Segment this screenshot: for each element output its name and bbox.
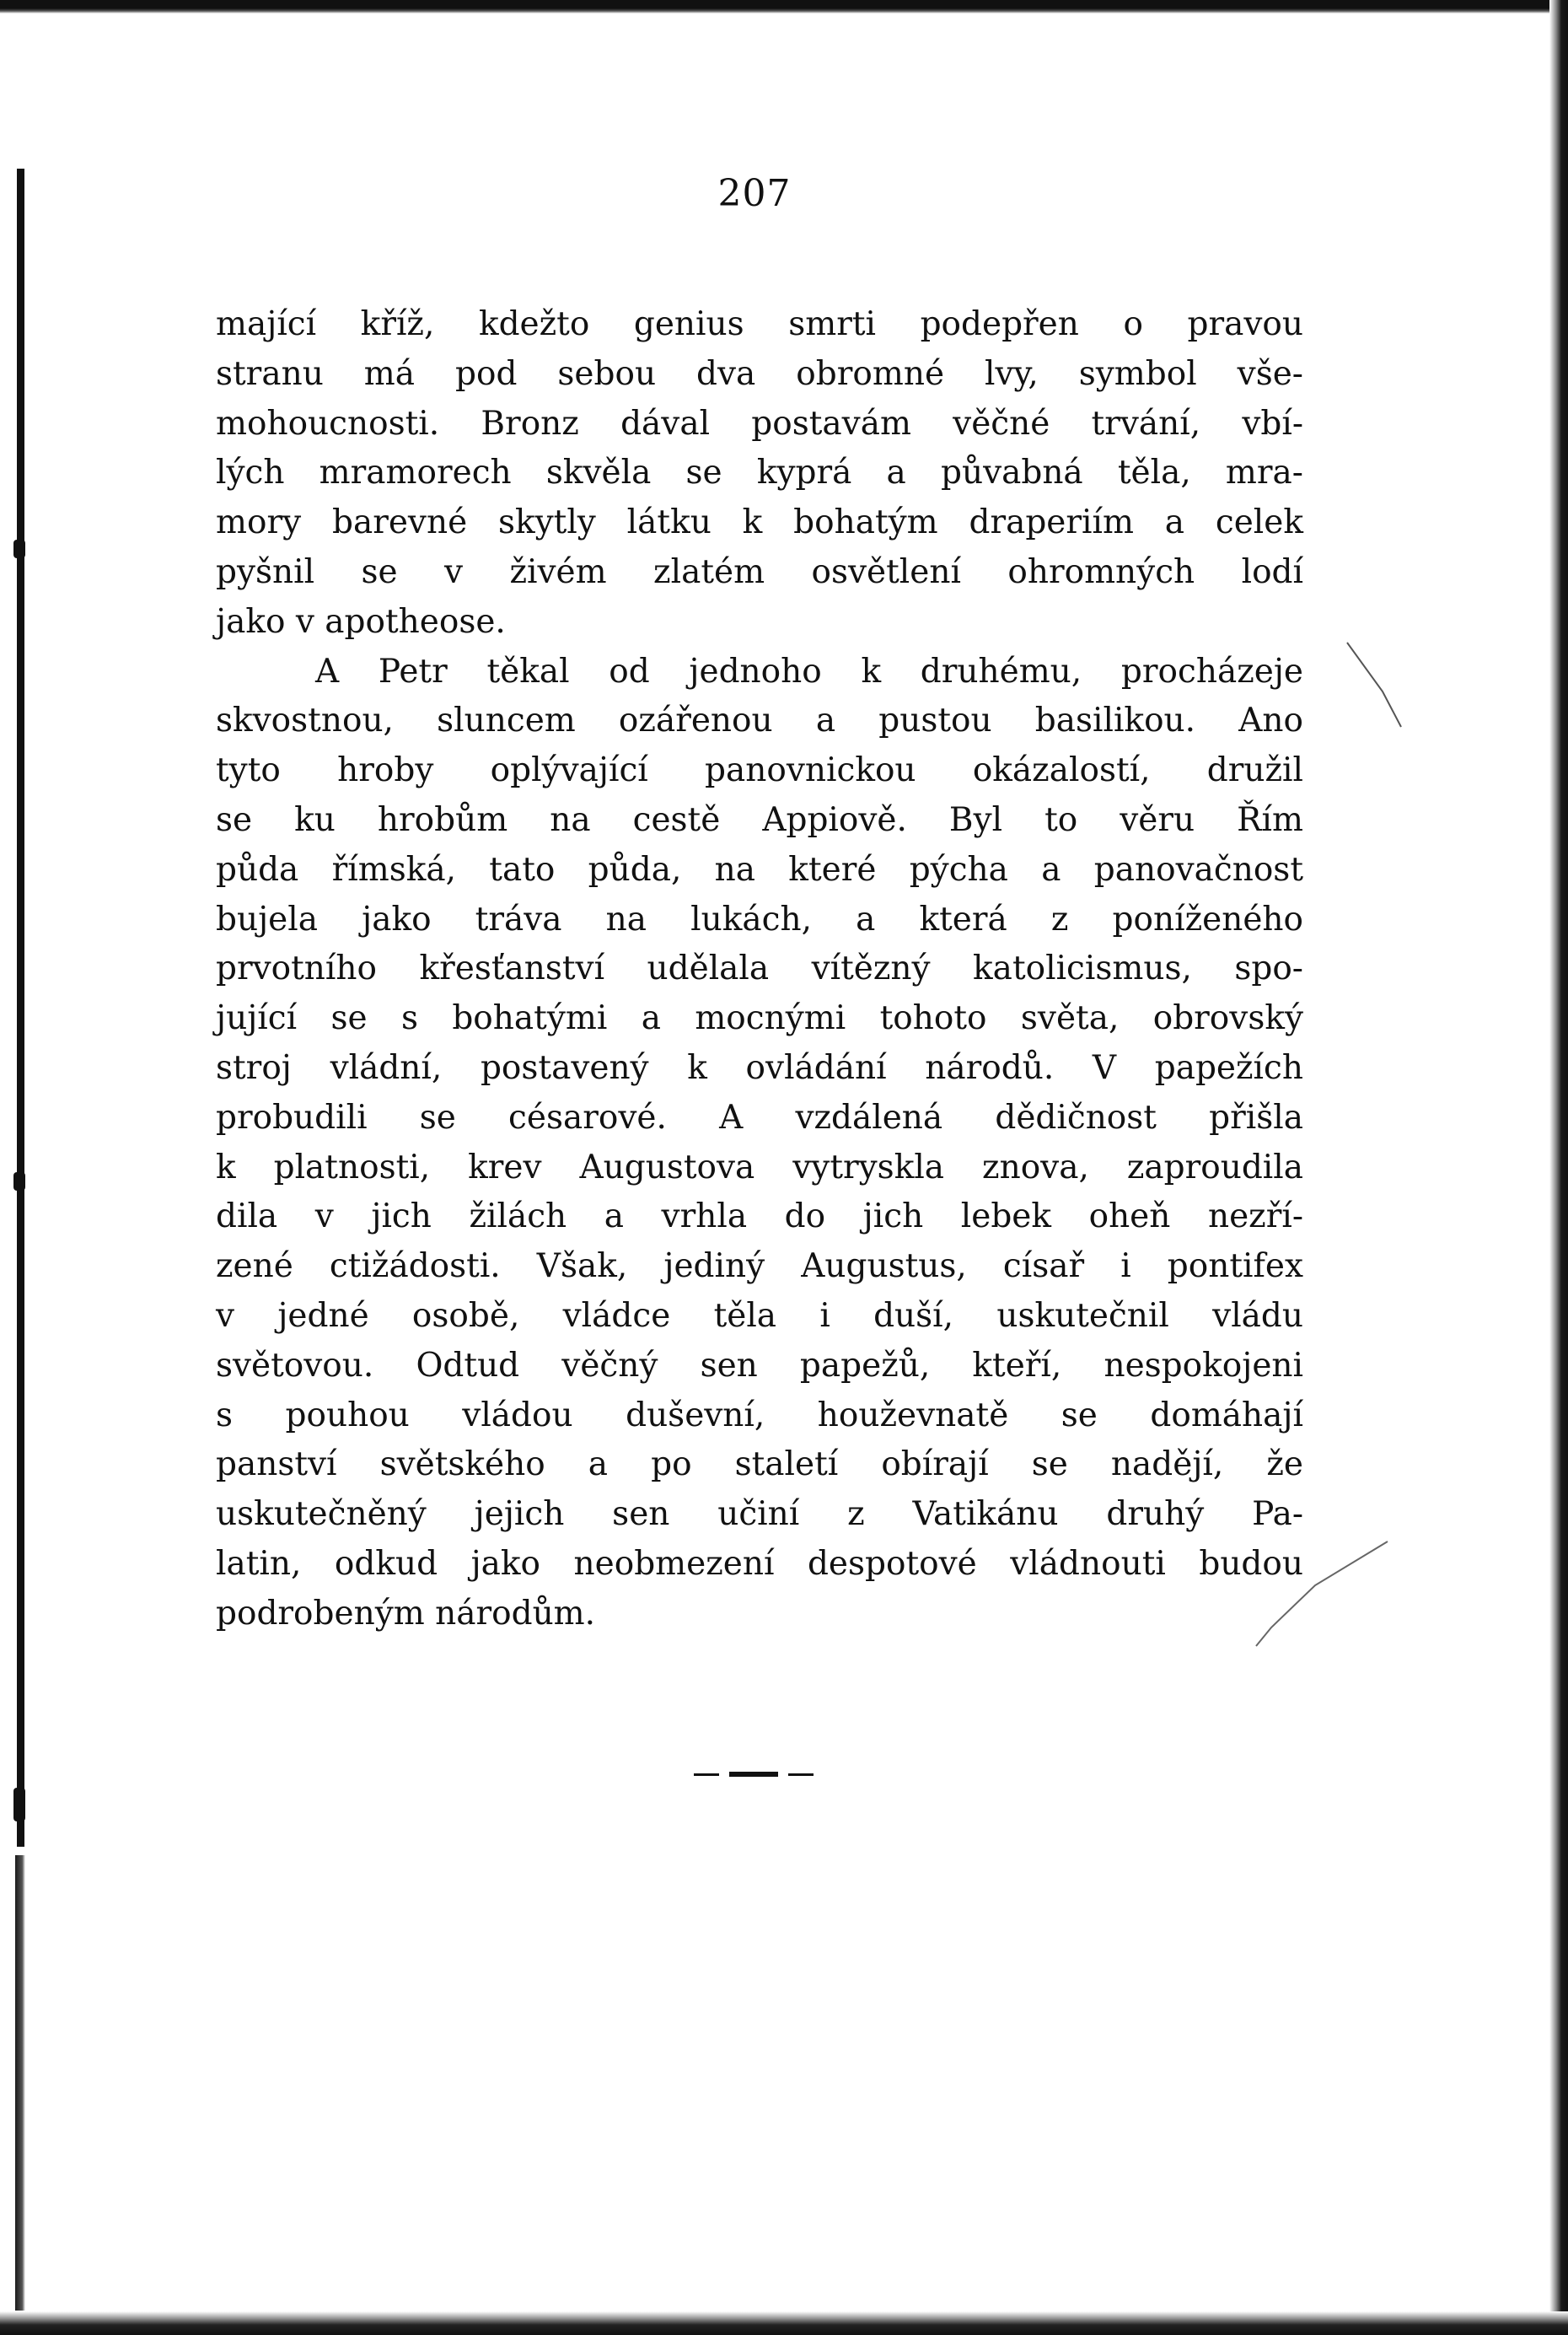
text-line: stroj vládní, postavený k ovládání národů. V papežích [216,1048,1303,1087]
text-line: jako v apotheose. [216,602,506,641]
text-line: jující se s bohatými a mocnými tohoto světa, obrovský [216,999,1303,1038]
text-line: stranu má pod sebou dva obromné lvy, symbol vše- [216,354,1303,393]
text-line: půda římská, tato půda, na které pýcha a panovačnost [216,850,1303,889]
text-line: pyšnil se v živém zlatém osvětlení ohromných lodí [216,552,1303,591]
text-line: panství světského a po staletí obírají se nadějí, že [216,1445,1303,1484]
text-line: latin, odkud jako neobmezení despotové vládnouti budou [216,1544,1303,1583]
text-line: uskutečněný jejich sen učiní z Vatikánu druhý Pa- [216,1495,1303,1534]
body-text [216,300,1303,1639]
text-line: dila v jich žilách a vrhla do jich lebek oheň nezří- [216,1197,1303,1236]
text-line: s pouhou vládou duševní, houževnatě se domáhají [216,1396,1303,1434]
scan-edge-top [0,0,1568,13]
scan-edge-bottom [0,2311,1568,2335]
page-number: 207 [717,172,792,215]
paragraph-start-line: A Petr těkal od jednoho k druhému, procházeje [315,652,1303,691]
pencil-stroke-upper [1347,643,1401,727]
text-line: v jedné osobě, vládce těla i duší, uskutečnil vládu [216,1296,1303,1335]
text-line: zené ctižádosti. Však, jediný Augustus, císař i pontifex [216,1247,1303,1286]
text-line: k platnosti, krev Augustova vytryskla znova, zaproudila [216,1148,1303,1186]
text-line: se ku hrobům na cestě Appiově. Byl to věru Řím [216,800,1303,839]
binding-gutter-lower [15,1855,25,2311]
text-line: světovou. Odtud věčný sen papežů, kteří, nespokojeni [216,1346,1303,1385]
text-line: mory barevné skytly látku k bohatým draperiím a celek [216,503,1303,542]
text-line: skvostnou, sluncem ozářenou a pustou basilikou. Ano [216,702,1303,740]
text-line: tyto hroby oplývající panovnickou okázalostí, družil [216,751,1303,790]
text-line: mající kříž, kdežto genius smrti podepřen o pravou [216,305,1303,343]
text-line: bujela jako tráva na lukách, a která z poníženého [216,900,1303,939]
binding-gutter [17,169,24,1847]
scan-edge-right [1549,0,1568,2335]
text-line: lých mramorech skvěla se kyprá a půvabná těla, mra- [216,454,1303,492]
gutter-mark [13,1172,25,1191]
text-line: mohoucnosti. Bronz dával postavám věčné trvání, vbí- [216,404,1303,443]
text-line: podrobeným národům. [216,1594,596,1633]
gutter-mark [13,540,25,558]
gutter-mark [13,1788,25,1821]
text-line: probudili se césarové. A vzdálená dědičnost přišla [216,1098,1303,1137]
text-line: prvotního křesťanství udělala vítězný katolicismus, spo- [216,950,1303,988]
end-ornament-dash [694,1771,820,1778]
